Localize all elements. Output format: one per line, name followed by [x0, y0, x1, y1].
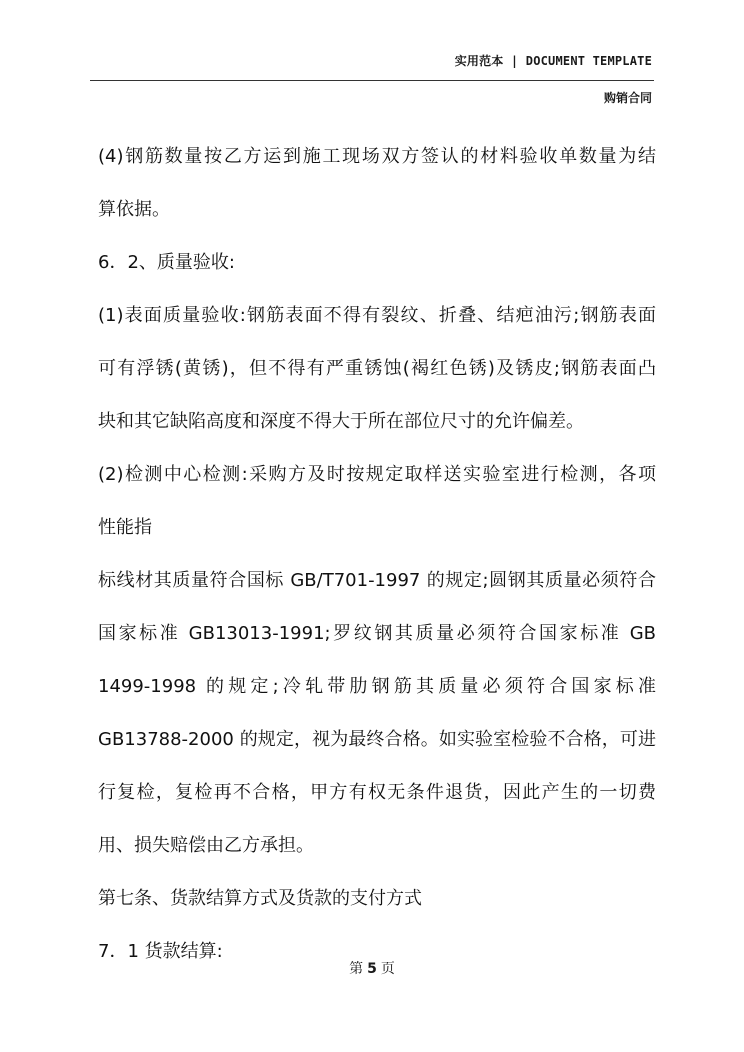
- body-line-12: GB13788-2000 的规定，视为最终合格。如实验室检验不合格，可进: [98, 729, 656, 750]
- page-footer: [0, 958, 744, 978]
- body-line-7: (2)检测中心检测:采购方及时按规定取样送实验室进行检测，各项: [98, 464, 656, 485]
- page-number: 5: [367, 961, 377, 977]
- header-title: 实用范本 | DOCUMENT TEMPLATE: [454, 54, 652, 68]
- header-divider: [90, 80, 654, 81]
- body-line-4: (1)表面质量验收:钢筋表面不得有裂纹、折叠、结疤油污;钢筋表面: [98, 305, 656, 326]
- body-line-10: 国家标准 GB13013-1991;罗纹钢其质量必须符合国家标准 GB: [98, 623, 656, 644]
- body-line-1: (4)钢筋数量按乙方运到施工现场双方签认的材料验收单数量为结: [98, 146, 656, 167]
- body-line-2: 算依据。: [98, 199, 170, 220]
- body-line-9: 标线材其质量符合国标 GB/T701-1997 的规定;圆钢其质量必须符合: [98, 570, 656, 591]
- body-line-11: 1499-1998 的规定;冷轧带肋钢筋其质量必须符合国家标准: [98, 676, 656, 697]
- body-line-8: 性能指: [98, 517, 152, 538]
- body-line-13: 行复检，复检再不合格，甲方有权无条件退货，因此产生的一切费: [98, 782, 656, 803]
- section-heading-6-2: 6．2、质量验收:: [98, 252, 235, 273]
- body-line-14: 用、损失赔偿由乙方承担。: [98, 835, 314, 856]
- page-suffix: 页: [380, 961, 395, 977]
- body-line-6: 块和其它缺陷高度和深度不得大于所在部位尺寸的允许偏差。: [98, 411, 584, 432]
- document-body: [98, 140, 656, 988]
- article-heading-7: 第七条、货款结算方式及货款的支付方式: [98, 888, 422, 909]
- page-prefix: 第: [349, 961, 364, 977]
- section-heading-7-1: 7．1 货款结算:: [98, 941, 223, 962]
- header-subtitle: 购销合同: [603, 91, 652, 105]
- body-line-5: 可有浮锈(黄锈)，但不得有严重锈蚀(褐红色锈)及锈皮;钢筋表面凸: [98, 358, 656, 379]
